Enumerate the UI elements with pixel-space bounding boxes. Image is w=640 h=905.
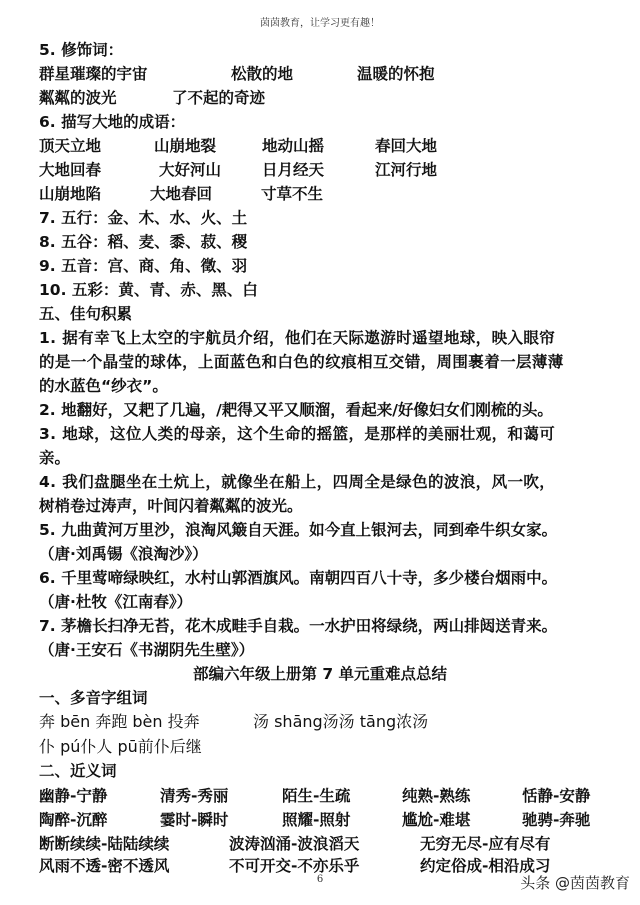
synonym-pair: 照耀-照射	[282, 811, 351, 829]
poem-2-source: （唐·杜牧《江南春》）	[39, 593, 193, 611]
s5-word: 温暖的怀抱	[357, 65, 435, 83]
idiom: 大地回春	[39, 161, 102, 179]
s5-word: 群星璀璨的宇宙	[39, 65, 148, 83]
idiom: 地动山摇	[262, 137, 325, 155]
synonym-pair: 驰骋-奔驰	[522, 811, 591, 829]
s7: 7. 五行：金、木、水、火、土	[39, 209, 248, 227]
synonym-pair: 断断续续-陆陆续续	[39, 835, 170, 853]
synonym-pair: 无穷无尽-应有尽有	[420, 835, 551, 853]
polyphone-row1-right: 汤 shāng汤汤 tāng浓汤	[253, 712, 429, 731]
unit-title: 部编六年级上册第 7 单元重难点总结	[192, 665, 448, 683]
idiom: 大好河山	[159, 161, 222, 179]
synonym-pair: 约定俗成-相沿成习	[420, 857, 551, 875]
synonym-pair: 陌生-生疏	[282, 787, 351, 805]
poem-1-line1: 5. 九曲黄河万里沙，浪淘风簸自天涯。如今直上银河去，同到牵牛织女家。	[39, 521, 558, 539]
idiom: 顶天立地	[39, 137, 102, 155]
synonym-pair: 霎时-瞬时	[160, 811, 229, 829]
idiom: 江河行地	[375, 161, 438, 179]
s5-title: 5. 修饰词：	[39, 41, 124, 59]
poem-3-line1: 7. 茅檐长扫净无苔，花木成畦手自栽。一水护田将绿绕，两山排闼送青来。	[39, 617, 558, 635]
synonym-pair: 波涛汹涌-波浪滔天	[229, 835, 360, 853]
watermark: 头条 @茵茵教育	[520, 874, 630, 892]
sentence-2: 2. 地翻好，又耙了几遍，/耙得又平又顺溜，看起来/好像妇女们刚梳的头。	[39, 401, 553, 419]
idiom: 日月经天	[262, 161, 325, 179]
page-header: 茵茵教育，让学习更有趣！	[260, 18, 380, 29]
part5-title: 五、佳句积累	[39, 305, 133, 323]
idiom: 寸草不生	[261, 185, 324, 203]
s5-word: 松散的地	[231, 65, 294, 83]
s6-title: 6. 描写大地的成语：	[39, 113, 186, 131]
synonym-pair: 清秀-秀丽	[160, 787, 229, 805]
idiom: 春回大地	[375, 137, 438, 155]
sentence-4-line2: 树梢卷过涛声，叶间闪着粼粼的波光。	[39, 497, 303, 515]
page-number: 6	[316, 874, 324, 885]
synonym-pair: 风雨不透-密不透风	[39, 857, 170, 875]
s8: 8. 五谷：稻、麦、黍、菽、稷	[39, 233, 248, 251]
polyphone-title: 一、多音字组词	[39, 689, 148, 707]
sentence-1-line2: 的是一个晶莹的球体，上面蓝色和白色的纹痕相互交错，周围裹着一层薄薄	[39, 353, 564, 371]
sentence-3-line1: 3. 地球，这位人类的母亲，这个生命的摇篮，是那样的美丽壮观，和蔼可	[39, 425, 556, 443]
sentence-1-line3: 的水蓝色“纱衣”。	[39, 377, 168, 395]
synonym-pair: 不可开交-不亦乐乎	[229, 857, 360, 875]
synonym-pair: 恬静-安静	[522, 787, 591, 805]
synonym-pair: 尴尬-难堪	[402, 811, 471, 829]
synonym-pair: 幽静-宁静	[39, 787, 108, 805]
sentence-1-line1: 1. 据有幸飞上太空的宇航员介绍，他们在天际遨游时遥望地球，映入眼帘	[39, 329, 556, 347]
s5-word: 粼粼的波光	[39, 89, 117, 107]
sentence-3-line2: 亲。	[39, 449, 71, 467]
s10: 10. 五彩：黄、青、赤、黑、白	[39, 281, 258, 299]
poem-1-source: （唐·刘禹锡《浪淘沙》）	[39, 545, 208, 563]
idiom: 山崩地陷	[39, 185, 102, 203]
s5-word: 了不起的奇迹	[172, 89, 266, 107]
synonym-pair: 陶醉-沉醉	[39, 811, 108, 829]
polyphone-row1-left: 奔 bēn 奔跑 bèn 投奔	[39, 712, 200, 731]
sentence-4-line1: 4. 我们盘腿坐在土炕上，就像坐在船上，四周全是绿色的波浪，风一吹，	[39, 473, 556, 491]
s9: 9. 五音：宫、商、角、徵、羽	[39, 257, 248, 275]
synonym-title: 二、近义词	[39, 762, 117, 780]
poem-3-source: （唐·王安石《书湖阴先生壁》）	[39, 641, 255, 659]
idiom: 大地春回	[150, 185, 213, 203]
synonym-pair: 纯熟-熟练	[402, 787, 471, 805]
polyphone-row2: 仆 pú仆人 pū前仆后继	[39, 737, 202, 756]
idiom: 山崩地裂	[154, 137, 217, 155]
poem-2-line1: 6. 千里莺啼绿映红，水村山郭酒旗风。南朝四百八十寺，多少楼台烟雨中。	[39, 569, 558, 587]
